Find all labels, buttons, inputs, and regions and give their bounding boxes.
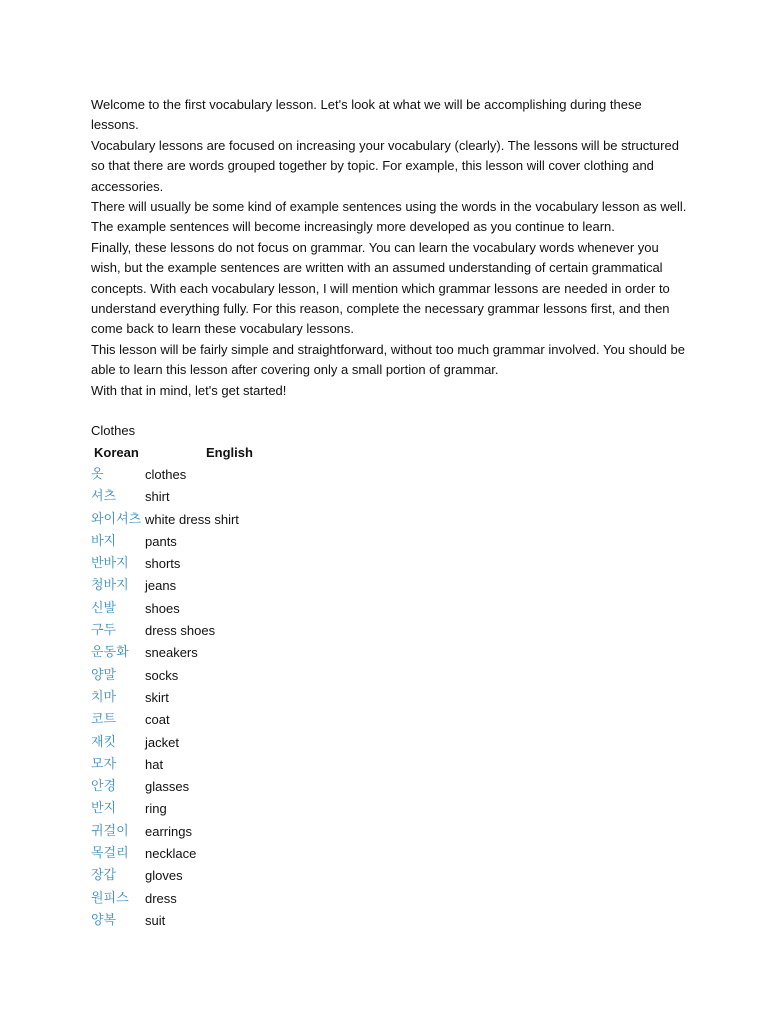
korean-word: 귀걸이 [91,823,129,839]
intro-text [91,95,691,401]
english-word: jeans [145,578,177,594]
english-word: dress [145,890,177,906]
korean-word: 장갑 [91,868,117,884]
vocab-row [91,889,391,911]
korean-word: 신발 [91,600,117,616]
english-word: shoes [145,600,180,616]
english-word: skirt [145,689,169,705]
vocab-row [91,822,391,844]
vocab-row [91,866,391,888]
vocab-row [91,554,391,576]
korean-word: 원피스 [91,890,129,906]
vocab-row [91,599,391,621]
korean-word: 운동화 [91,645,129,661]
korean-word: 셔츠 [91,489,117,505]
vocab-row [91,777,391,799]
korean-word: 반지 [91,801,117,817]
korean-word: 양복 [91,912,117,928]
intro-paragraph: Welcome to the first vocabulary lesson. Let's look at what we will be accomplishing during these lessons. [91,97,642,133]
vocab-row [91,666,391,688]
intro-paragraph: There will usually be some kind of example sentences using the words in the vocabulary lesson as well. The example sentences will become increasingly more developed as you continue to learn. [91,199,687,235]
korean-word: 옷 [91,467,104,482]
english-word: socks [145,667,179,683]
english-word: hat [145,756,164,772]
english-word: sneakers [145,645,198,661]
section-title: Clothes [91,423,136,438]
vocab-row [91,643,391,665]
english-word: gloves [145,868,183,884]
english-column-header: English [206,445,253,460]
korean-word: 바지 [91,533,117,549]
english-word: jacket [145,734,179,750]
korean-word: 목걸리 [91,846,129,862]
english-word: pants [145,533,177,549]
intro-paragraph: With that in mind, let's get started! [91,382,287,398]
vocab-row [91,465,391,487]
korean-word: 청바지 [91,578,129,594]
vocab-row [91,733,391,755]
korean-word: 반바지 [91,556,129,572]
korean-word: 와이셔츠 [91,511,142,527]
vocab-row [91,576,391,598]
english-word: ring [145,801,167,817]
vocab-row [91,621,391,643]
vocab-row [91,510,391,532]
english-word: necklace [145,846,197,862]
intro-paragraph: This lesson will be fairly simple and straightforward, without too much grammar involved. You should be able to learn this lesson after covering only a small portion of grammar. [91,341,685,378]
korean-word: 모자 [91,756,117,772]
korean-word: 재킷 [91,734,117,750]
korean-column-header: Korean [94,445,139,460]
vocab-row [91,799,391,821]
korean-word: 코트 [91,712,117,728]
english-word: earrings [145,823,192,839]
intro-paragraph: Finally, these lessons do not focus on grammar. You can learn the vocabulary words whenever you wish, but the example sentences are written with an assumed understanding of certain grammatical concepts. With each vocabulary lesson, I will mention which grammar lessons are needed in order to understand everything fully. For this reason, complete the necessary grammar lessons first, and then come back to learn these vocabulary lessons. [91,239,670,337]
english-word: suit [145,912,166,928]
korean-word: 치마 [91,689,117,705]
english-word: glasses [145,779,190,795]
korean-word: 양말 [91,667,117,683]
english-word: shirt [145,489,170,505]
korean-word: 안경 [91,779,117,795]
vocab-row [91,532,391,554]
korean-word: 구두 [91,623,117,639]
intro-paragraph: Vocabulary lessons are focused on increasing your vocabulary (clearly). The lessons will be structured so that there are words grouped together by topic. For example, this lesson will cover clothing and accessories. [91,137,679,194]
vocab-row [91,844,391,866]
vocab-row [91,710,391,732]
vocab-table [91,465,391,933]
english-word: shorts [145,556,181,572]
english-word: clothes [145,467,187,482]
english-word: coat [145,712,170,728]
english-word: dress shoes [145,623,216,639]
vocab-row [91,911,391,933]
vocab-row [91,487,391,509]
vocab-row [91,688,391,710]
vocab-row [91,755,391,777]
english-word: white dress shirt [145,511,239,527]
